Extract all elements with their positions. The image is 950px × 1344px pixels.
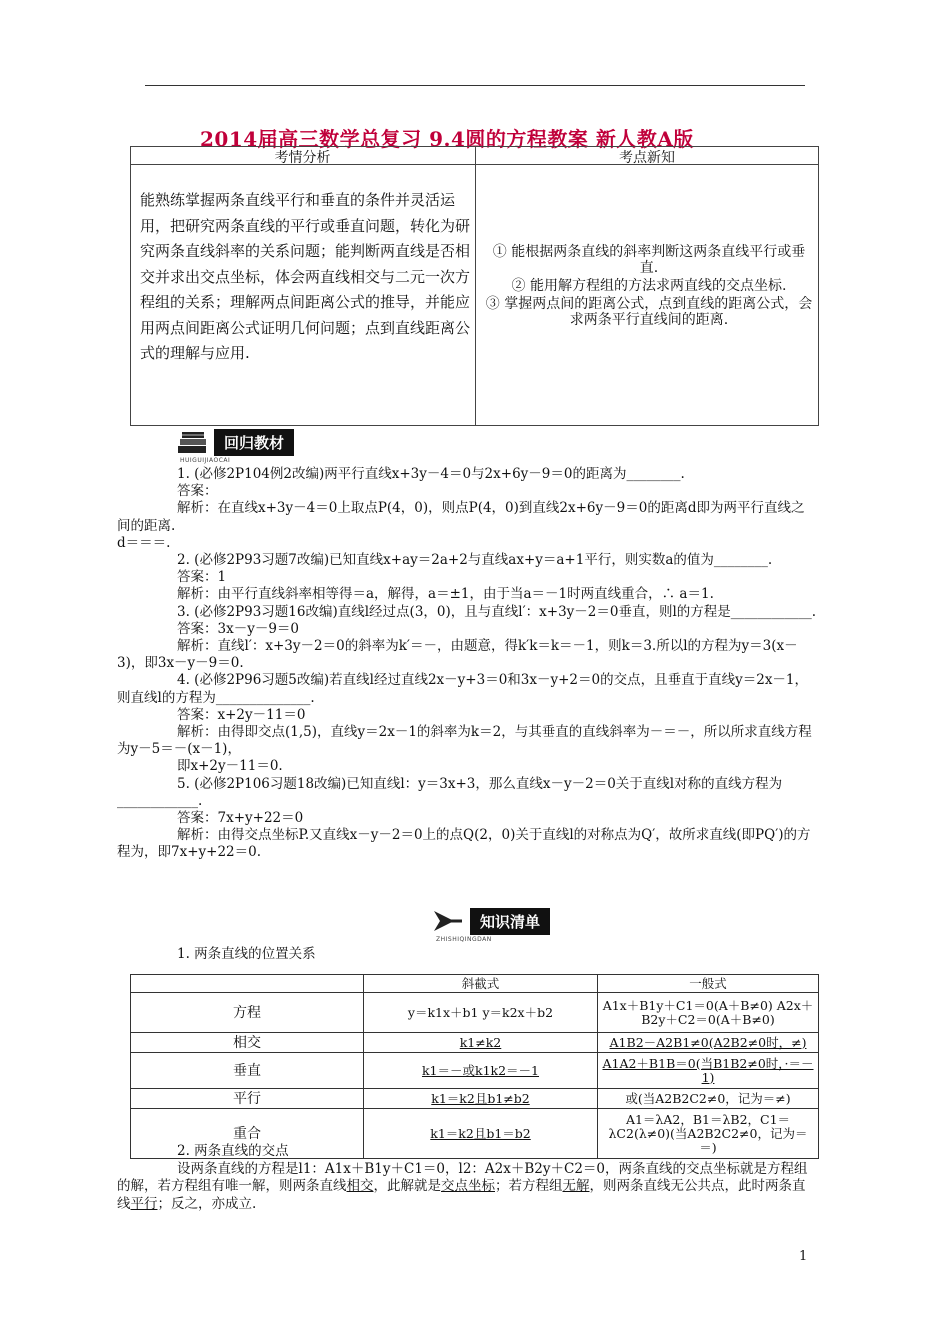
- exercise-line: 1. (必修2P104例2改编)两平行直线x+3y－4＝0与2x+6y－9＝0的距离为________.: [177, 466, 685, 482]
- table-row: [131, 993, 819, 1033]
- paragraph-text: ；若方程组: [495, 1178, 563, 1194]
- header-rule: [145, 85, 805, 86]
- exercise-line: 即x+2y－11＝0.: [177, 758, 283, 775]
- page-number: 1: [799, 1249, 808, 1264]
- exercise-line: 解析：由得即交点(1,5)，直线y＝2x－1的斜率为k＝2，与其垂直的直线斜率为－＝－，所以所求直线方程为y－5＝－(x－1)，: [117, 724, 812, 758]
- keyword-parallel: 平行: [130, 1195, 158, 1212]
- table-row: [131, 1089, 819, 1109]
- paragraph-text: ；反之，亦成立.: [157, 1195, 257, 1212]
- exercise-line: 答案：: [177, 483, 218, 500]
- relation-table: [130, 974, 819, 1159]
- table-cell: k1＝k2且b1＝b2: [364, 1109, 598, 1159]
- knowledge-point: ① 能根据两条直线的斜率判断这两条直线平行或垂直.: [492, 244, 806, 276]
- table-cell: 方程: [131, 993, 364, 1033]
- section-label: 回归教材: [214, 429, 294, 456]
- table-cell: 重合: [131, 1109, 364, 1159]
- table-cell: [131, 975, 364, 993]
- analysis-text: 能熟练掌握两条直线平行和垂直的条件并灵活运用，把研究两条直线的平行或垂直问题，转化为研究两条直线斜率的关系问题；能判断两直线是否相交并求出交点坐标，体会两直线相交与二元一次方程组的关系；理解两点间距离公式的推导，并能应用两点间距离公式证明几何问题；点到直线距离公式的理解与应用.: [140, 191, 471, 362]
- table-cell: A1x＋B1y＋C1＝0(A＋B≠0) A2x＋B2y＋C2＝0(A＋B≠0): [598, 993, 819, 1033]
- keyword-nosolution: 无解: [562, 1178, 590, 1194]
- exercise-line: d＝＝＝.: [117, 534, 171, 551]
- exercise-line: 解析：在直线x+3y－4＝0上取点P(4，0)，则点P(4，0)到直线2x+6y－9＝0的距离d即为两平行直线之间的距离.: [117, 500, 805, 534]
- table-cell: 垂直: [131, 1053, 364, 1089]
- paragraph-text: ，此解就是: [373, 1178, 441, 1194]
- paragraph-text: 设两条直线的方程是l1：A1x＋B1y＋C1＝0，l2：A2x＋B2y＋C2＝0，两条直线的交点坐标就是方程组的解，若方程组有唯一解，则两条直线: [117, 1160, 808, 1194]
- table-cell: k1≠k2: [364, 1033, 598, 1053]
- exercise-list: [117, 466, 817, 862]
- section-banner-knowledge: [432, 907, 550, 943]
- table-cell: y＝k1x＋b1 y＝k2x＋b2: [364, 993, 598, 1033]
- page-title: 2014届高三数学总复习 9.4圆的方程教案 新人教A版: [200, 127, 694, 151]
- knowledge-point: ② 能用解方程组的方法求两直线的交点坐标.: [511, 278, 787, 294]
- exercise-line: 解析：由得交点坐标P.又直线x－y－2＝0上的点Q(2，0)关于直线l的对称点为Q′，故所求直线(即PQ′)的方程为，即7x+y+22＝0.: [117, 827, 811, 861]
- analysis-divider-v: [475, 146, 476, 426]
- keyword-point: 交点坐标: [441, 1178, 495, 1194]
- exercise-line: 5. (必修2P106习题18改编)已知直线l：y＝3x+3，那么直线x－y－2＝0关于直线l对称的直线方程为____________.: [117, 775, 783, 809]
- knowledge-point: ③ 掌握两点间的距离公式，点到直线的距离公式，会求两条平行直线间的距离.: [485, 296, 813, 328]
- table-row: [131, 1053, 819, 1089]
- books-icon: [176, 428, 210, 456]
- table-cell: 或(当A2B2C2≠0，记为＝≠): [598, 1089, 819, 1109]
- table-cell: 一般式: [598, 975, 819, 993]
- section-paragraph: [117, 1161, 817, 1214]
- exercise-line: 答案：7x+y+22＝0: [177, 810, 304, 827]
- table-row: [131, 975, 819, 993]
- exercise-line: 2. (必修2P93习题7改编)已知直线x+ay＝2a+2与直线ax+y＝a+1平行，则实数a的值为________.: [177, 552, 773, 569]
- table-cell: k1＝－或k1k2＝－1: [364, 1053, 598, 1089]
- paragraph-text: ，则两条直线无公共点，此时两条直线: [117, 1178, 806, 1212]
- section-sublabel: ZHISHIQINGDAN: [436, 936, 492, 943]
- section-heading: 2. 两条直线的交点: [177, 1143, 289, 1159]
- exercise-line: 答案：3x－y－9＝0: [177, 620, 300, 637]
- heading-text: 1. 两条直线的位置关系: [177, 946, 316, 962]
- intersection-section: [117, 1143, 817, 1213]
- table-cell: 平行: [131, 1089, 364, 1109]
- exercise-line: 解析：由平行直线斜率相等得＝a，解得，a＝±1，由于当a＝－1时两直线重合，∴ a＝1.: [177, 586, 714, 603]
- section-sublabel: HUIGUIJIAOCAI: [180, 457, 231, 464]
- knowledge-points: [484, 244, 814, 330]
- exercise-line: 解析：直线l′：x+3y－2＝0的斜率为k′＝－，由题意，得k′k＝k＝－1，则k＝3.所以l的方程为y＝3(x－3)，即3x－y－9＝0.: [117, 638, 798, 672]
- table-cell: 斜截式: [364, 975, 598, 993]
- knowledge-heading: [117, 946, 817, 963]
- arrow-icon: [432, 907, 466, 935]
- exercise-line: 答案：x+2y－11＝0: [177, 706, 306, 723]
- keyword-intersect: 相交: [346, 1178, 374, 1194]
- analysis-header: 考情分析: [274, 150, 331, 166]
- section-label: 知识清单: [470, 908, 550, 935]
- table-cell: A1A2＋B1B＝0(当B1B2≠0时，·＝－1): [598, 1053, 819, 1089]
- table-cell: A1＝λA2，B1＝λB2，C1＝λC2(λ≠0)(当A2B2C2≠0，记为＝＝): [598, 1109, 819, 1159]
- table-row: [131, 1033, 819, 1053]
- table-cell: k1＝k2且b1≠b2: [364, 1089, 598, 1109]
- section-banner-review: [176, 428, 294, 464]
- exercise-line: 答案：1: [177, 569, 227, 586]
- table-cell: 相交: [131, 1033, 364, 1053]
- knowledge-header: 考点新知: [619, 150, 675, 166]
- exercise-line: 4. (必修2P96习题5改编)若直线l经过直线2x－y+3＝0和3x－y+2＝0的交点，且垂直于直线y＝2x－1，则直线l的方程为______________.: [117, 672, 809, 706]
- exercise-line: 3. (必修2P93习题16改编)直线l经过点(3，0)，且与直线l′：x+3y－2＝0垂直，则l的方程是____________.: [177, 603, 817, 620]
- table-cell: A1B2－A2B1≠0(A2B2≠0时，≠): [598, 1033, 819, 1053]
